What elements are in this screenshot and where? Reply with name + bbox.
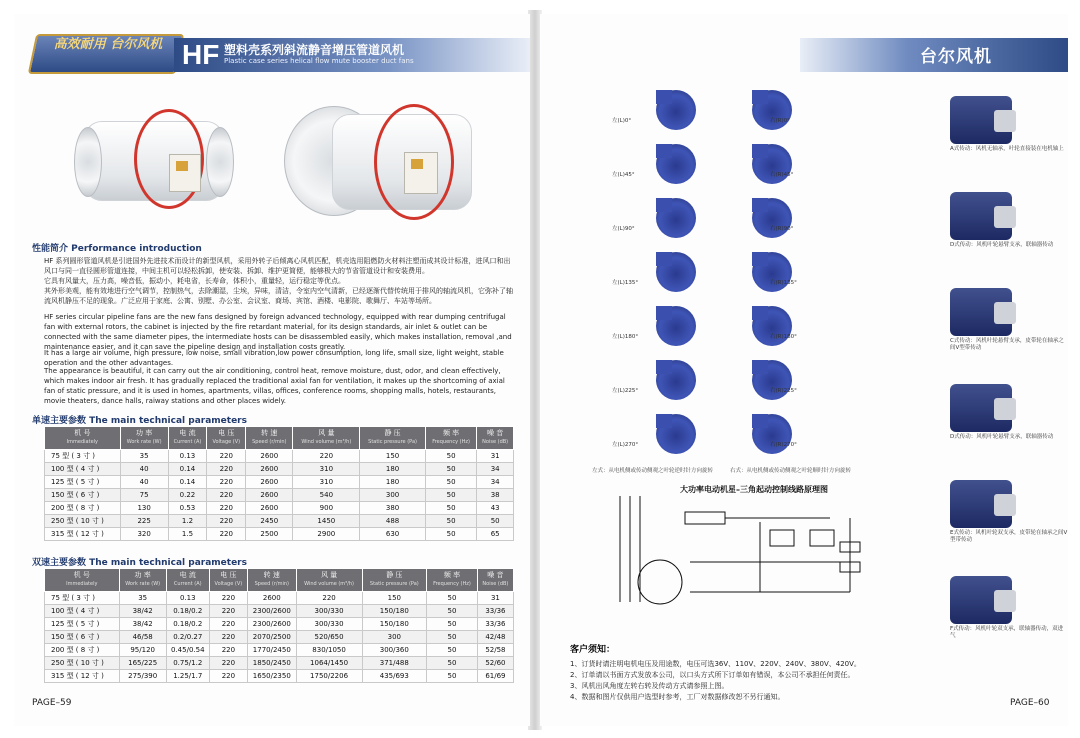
table-cell: 50 bbox=[425, 476, 476, 489]
table-cell: 43 bbox=[477, 502, 514, 515]
drive-type-3 bbox=[950, 384, 1068, 441]
table-cell: 0.13 bbox=[166, 592, 209, 605]
header-cn: 功 率 bbox=[136, 429, 153, 437]
single-header-7 bbox=[425, 427, 476, 450]
rotation-label: 右(R)180° bbox=[770, 334, 797, 340]
rotation-label: 左(L)0° bbox=[612, 118, 632, 124]
table-cell: 50 bbox=[425, 489, 476, 502]
table-row bbox=[45, 450, 514, 463]
drive-label: C式传动：风机叶轮悬臂支承，皮带轮在轴承之间V型带传动 bbox=[950, 338, 1064, 351]
table-cell: 31 bbox=[477, 450, 514, 463]
double-header-0 bbox=[45, 569, 120, 592]
single-header-6 bbox=[360, 427, 426, 450]
table-cell: 830/1050 bbox=[296, 644, 362, 657]
rotation-label: 右(R)45° bbox=[770, 172, 794, 178]
page-number-right: PAGE–60 bbox=[1010, 698, 1050, 708]
drive-type-2 bbox=[950, 288, 1068, 352]
header-cn: 频 率 bbox=[442, 429, 460, 437]
header-cn: 转 速 bbox=[263, 571, 280, 579]
table-cell: 75 bbox=[120, 489, 168, 502]
header-en: Speed (r/min) bbox=[254, 581, 289, 587]
table-row bbox=[45, 618, 514, 631]
header-cn: 噪 音 bbox=[487, 571, 504, 579]
rotation-label: 右(R)90° bbox=[770, 226, 794, 232]
drive-fan-icon bbox=[950, 480, 1012, 528]
blower-icon bbox=[656, 198, 696, 238]
rotation-label: 左(L)270° bbox=[612, 442, 639, 448]
drive-type-5 bbox=[950, 576, 1068, 640]
perf-cn-2: 它具有风量大，压力高，噪音低，振动小，耗电省，长寿命，体积小，重量轻，运行稳定等优点。 bbox=[44, 277, 345, 285]
table-cell: 1064/1450 bbox=[296, 657, 362, 670]
table-cell: 0.18/0.2 bbox=[166, 605, 209, 618]
header-en: Wind volume (m³/h) bbox=[304, 581, 354, 587]
table-cell: 300/330 bbox=[296, 605, 362, 618]
circuit-title: 大功率电动机星–三角起动控制线路原理图 bbox=[680, 485, 828, 494]
table-cell: 150 bbox=[360, 450, 426, 463]
rotation-label: 左(L)45° bbox=[612, 172, 635, 178]
table-cell: 50 bbox=[427, 644, 478, 657]
header-en: Speed (r/min) bbox=[252, 439, 287, 445]
table-cell: 35 bbox=[120, 450, 168, 463]
table-cell: 630 bbox=[360, 528, 426, 541]
table-row bbox=[45, 463, 514, 476]
drive-label: D式传动：风机叶轮悬臂支承，联轴器传动 bbox=[950, 434, 1054, 440]
table-cell: 52/60 bbox=[477, 657, 513, 670]
slogan-text: 高效耐用 台尔风机 bbox=[53, 37, 163, 52]
drive-label: E式传动：风机叶轮双支承，皮带轮在轴承之间V型带传动 bbox=[950, 530, 1068, 543]
table-cell: 0.45/0.54 bbox=[166, 644, 209, 657]
table-cell: 2300/2600 bbox=[248, 618, 297, 631]
table-cell: 2600 bbox=[246, 489, 293, 502]
table-cell: 220 bbox=[209, 631, 247, 644]
rotation-label: 右(R)225° bbox=[770, 388, 797, 394]
table-cell: 46/58 bbox=[119, 631, 166, 644]
single-speed-table bbox=[44, 426, 514, 541]
table-cell: 40 bbox=[120, 476, 168, 489]
drive-fan-icon bbox=[950, 192, 1012, 240]
double-header-5 bbox=[296, 569, 362, 592]
rotation-left-3 bbox=[612, 248, 700, 296]
series-title-cn: 塑料壳系列斜流静音增压管道风机 bbox=[224, 43, 405, 57]
table-cell: 61/69 bbox=[477, 670, 513, 683]
table-cell: 150/180 bbox=[362, 618, 427, 631]
drive-fan-icon bbox=[950, 384, 1012, 432]
table-cell: 520/650 bbox=[296, 631, 362, 644]
rotation-left-1 bbox=[612, 140, 700, 188]
perf-cn-3: 其外形美观，能有效地进行空气调节，控制热气，去除潮湿，尘埃，异味，清洁，令室内空气清新，已经逐渐代替传统用于排风的轴流风机，它弥补了轴流风机静压不足的现象。广泛应用于家庭、公寓、别墅、办公室、会议室、商场、宾馆、酒楼、电影院、歌舞厅、车站等场所。 bbox=[44, 287, 513, 305]
header-en: Voltage (V) bbox=[212, 439, 241, 445]
page-right bbox=[540, 14, 1068, 726]
double-header-2 bbox=[166, 569, 209, 592]
double-header-8 bbox=[477, 569, 513, 592]
table-cell: 42/48 bbox=[477, 631, 513, 644]
table-cell: 220 bbox=[209, 592, 247, 605]
header-en: Work rate (W) bbox=[125, 581, 161, 587]
single-header-3 bbox=[207, 427, 246, 450]
double-header-6 bbox=[362, 569, 427, 592]
header-cn: 静 压 bbox=[384, 429, 401, 437]
table-cell: 2600 bbox=[246, 463, 293, 476]
table-cell: 0.2/0.27 bbox=[166, 631, 209, 644]
drive-label: A式传动：风机无轴承，叶轮直接装在电机轴上 bbox=[950, 146, 1064, 152]
table-cell: 2070/2500 bbox=[248, 631, 297, 644]
blower-icon bbox=[656, 144, 696, 184]
table-row bbox=[45, 605, 514, 618]
header-en: Static pressure (Pa) bbox=[369, 581, 419, 587]
table-cell: 250 型 ( 10 寸 ) bbox=[45, 657, 120, 670]
table-cell: 488 bbox=[360, 515, 426, 528]
double-speed-table bbox=[44, 568, 514, 683]
table-cell: 180 bbox=[360, 463, 426, 476]
header-en: Noise (dB) bbox=[482, 439, 509, 445]
table-cell: 50 bbox=[427, 605, 478, 618]
table-cell: 1850/2450 bbox=[248, 657, 297, 670]
table-row bbox=[45, 631, 514, 644]
table-cell: 50 bbox=[425, 515, 476, 528]
single-header-8 bbox=[477, 427, 514, 450]
rotation-label: 右(R)135° bbox=[770, 280, 797, 286]
blower-icon bbox=[656, 252, 696, 292]
table-cell: 2500 bbox=[246, 528, 293, 541]
notice-item: 3、风机出风角度左转右转及传动方式请参照上图。 bbox=[570, 682, 729, 690]
header-cn: 机 号 bbox=[74, 429, 91, 437]
table-cell: 220 bbox=[207, 528, 246, 541]
table-cell: 38 bbox=[477, 489, 514, 502]
table-cell: 220 bbox=[209, 618, 247, 631]
notice-item: 4、数据和图片仅供用户选型时参考，工厂对数据修改恕不另行通知。 bbox=[570, 693, 785, 701]
rotation-right-3 bbox=[736, 248, 796, 296]
table-cell: 52/58 bbox=[477, 644, 513, 657]
table-cell: 180 bbox=[360, 476, 426, 489]
table-cell: 310 bbox=[293, 476, 360, 489]
rotation-left-6 bbox=[612, 410, 700, 458]
single-header-0 bbox=[45, 427, 121, 450]
table-cell: 0.53 bbox=[168, 502, 207, 515]
table-cell: 900 bbox=[293, 502, 360, 515]
header-en: Frequency (Hz) bbox=[433, 581, 471, 587]
table-cell: 2600 bbox=[246, 450, 293, 463]
table-cell: 75 型 ( 3 寸 ) bbox=[45, 592, 120, 605]
table-cell: 540 bbox=[293, 489, 360, 502]
table-cell: 65 bbox=[477, 528, 514, 541]
page-left bbox=[14, 14, 530, 726]
table-cell: 200 型 ( 8 寸 ) bbox=[45, 644, 120, 657]
table-cell: 165/225 bbox=[119, 657, 166, 670]
rotation-right-6 bbox=[736, 410, 796, 458]
table-cell: 220 bbox=[209, 670, 247, 683]
blower-icon bbox=[752, 144, 792, 184]
table-cell: 50 bbox=[425, 528, 476, 541]
table-cell: 220 bbox=[293, 450, 360, 463]
header-en: Noise (dB) bbox=[482, 581, 509, 587]
table-cell: 150/180 bbox=[362, 605, 427, 618]
table-row bbox=[45, 489, 514, 502]
table-cell: 38/42 bbox=[119, 605, 166, 618]
table-cell: 300/360 bbox=[362, 644, 427, 657]
rotation-left-0 bbox=[612, 86, 700, 134]
table-row bbox=[45, 670, 514, 683]
perf-title: 性能简介 Performance introduction bbox=[32, 244, 202, 254]
table-cell: 50 bbox=[425, 450, 476, 463]
brand-name: 台尔风机 bbox=[920, 47, 992, 67]
drive-label: D式传动：风机叶轮悬臂支承，联轴器传动 bbox=[950, 242, 1054, 248]
perf-en-3: The appearance is beautiful, it can carry out the air conditioning, control heat, remove moisture, dust, odor, and clean effectively, which makes indoor air fresh. It has gradually replaced the traditional axial fan for ventilation, it makes up the shortcoming of axial fan of static pressure, and it is used in homes, apartments, villas, offices, conference rooms, shopping malls, hotels, restaurants, movie theaters, dance halls, raiway stations and other places widely. bbox=[44, 367, 505, 405]
header-cn: 风 量 bbox=[318, 429, 335, 437]
table-cell: 435/693 bbox=[362, 670, 427, 683]
table-cell: 35 bbox=[119, 592, 166, 605]
table-cell: 50 bbox=[477, 515, 514, 528]
double-header-1 bbox=[119, 569, 166, 592]
blower-icon bbox=[656, 90, 696, 130]
table-row bbox=[45, 515, 514, 528]
rotation-label: 右(R)270° bbox=[770, 442, 797, 448]
table-cell: 300/330 bbox=[296, 618, 362, 631]
blower-icon bbox=[752, 90, 792, 130]
header-en: Work rate (W) bbox=[126, 439, 162, 445]
drive-label: F式传动：风机叶轮双支承，联轴器传动，双进气 bbox=[950, 626, 1064, 639]
table-cell: 220 bbox=[207, 463, 246, 476]
table-cell: 315 型 ( 12 寸 ) bbox=[45, 670, 120, 683]
table-cell: 250 型 ( 10 寸 ) bbox=[45, 515, 121, 528]
table-cell: 0.13 bbox=[168, 450, 207, 463]
legend-right: 右式：从电机侧或传动侧观之叶轮顺时针方向旋转 bbox=[730, 468, 852, 474]
fan-photo-1 bbox=[74, 99, 244, 229]
rotation-left-5 bbox=[612, 356, 700, 404]
table-cell: 2600 bbox=[248, 592, 297, 605]
double-speed-title: 双速主要参数 The main technical parameters bbox=[32, 558, 247, 568]
table-cell: 1750/2206 bbox=[296, 670, 362, 683]
table-cell: 220 bbox=[207, 450, 246, 463]
table-cell: 38/42 bbox=[119, 618, 166, 631]
table-cell: 95/120 bbox=[119, 644, 166, 657]
rotation-label: 右(R)0° bbox=[770, 118, 790, 124]
rotation-left-2 bbox=[612, 194, 700, 242]
rotation-label: 左(L)90° bbox=[612, 226, 635, 232]
table-cell: 150 型 ( 6 寸 ) bbox=[45, 631, 120, 644]
table-cell: 50 bbox=[427, 631, 478, 644]
table-row bbox=[45, 644, 514, 657]
table-cell: 300 bbox=[360, 489, 426, 502]
series-mark: HF bbox=[182, 39, 220, 70]
table-cell: 40 bbox=[120, 463, 168, 476]
table-row bbox=[45, 476, 514, 489]
perf-en-1: HF series circular pipeline fans are the new fans designed by foreign advanced technology, equipped with rear dumping centrifugal fan with external rotors, the cabinet is injected by the fire retardant material, for its design standards, air inlet & outlet can be connected with the same diameter pipes, the intermediate hosts can be disassembled easily, which makes installation, removal ,and maintenance easier, and it can save the pipeline design and installation costs greatly. bbox=[44, 313, 512, 351]
rotation-label: 左(L)225° bbox=[612, 388, 639, 394]
notice-list bbox=[570, 659, 861, 703]
table-cell: 320 bbox=[120, 528, 168, 541]
blower-icon bbox=[656, 414, 696, 454]
rotation-left-4 bbox=[612, 302, 700, 350]
table-row bbox=[45, 592, 514, 605]
header-en: Current (A) bbox=[173, 439, 202, 445]
rotation-right-0 bbox=[736, 86, 796, 134]
legend-left: 左式：从电机侧或传动侧观之叶轮逆时针方向旋转 bbox=[592, 468, 714, 474]
table-cell: 50 bbox=[427, 592, 478, 605]
fan-photo-2 bbox=[284, 94, 484, 234]
header-cn: 频 率 bbox=[443, 571, 461, 579]
blower-icon bbox=[752, 306, 792, 346]
header-cn: 电 压 bbox=[218, 429, 235, 437]
table-cell: 50 bbox=[427, 657, 478, 670]
table-cell: 50 bbox=[425, 502, 476, 515]
table-cell: 310 bbox=[293, 463, 360, 476]
double-header-3 bbox=[209, 569, 247, 592]
table-cell: 0.14 bbox=[168, 476, 207, 489]
header-en: Current (A) bbox=[173, 581, 202, 587]
table-cell: 130 bbox=[120, 502, 168, 515]
header-cn: 静 压 bbox=[386, 571, 403, 579]
header-en: Immediately bbox=[66, 439, 98, 445]
table-cell: 0.75/1.2 bbox=[166, 657, 209, 670]
notice-title: 客户须知： bbox=[570, 645, 616, 655]
table-cell: 33/36 bbox=[477, 605, 513, 618]
table-cell: 1450 bbox=[293, 515, 360, 528]
table-cell: 75 型 ( 3 寸 ) bbox=[45, 450, 121, 463]
header-en: Static pressure (Pa) bbox=[368, 439, 417, 445]
drive-type-1 bbox=[950, 192, 1068, 249]
slogan-badge bbox=[28, 34, 185, 74]
single-header-1 bbox=[120, 427, 168, 450]
table-cell: 1.5 bbox=[168, 528, 207, 541]
notice-item: 1、订货时请注明电机电压及用途数，电压可选36V、110V、220V、240V、380V、420V。 bbox=[570, 660, 861, 668]
table-cell: 2300/2600 bbox=[248, 605, 297, 618]
header-cn: 电 流 bbox=[179, 571, 196, 579]
table-cell: 2450 bbox=[246, 515, 293, 528]
table-cell: 220 bbox=[209, 657, 247, 670]
table-cell: 220 bbox=[207, 502, 246, 515]
table-cell: 33/36 bbox=[477, 618, 513, 631]
header-cn: 电 压 bbox=[220, 571, 237, 579]
page-number-left: PAGE–59 bbox=[32, 698, 72, 708]
rotation-label: 左(L)135° bbox=[612, 280, 639, 286]
table-cell: 0.18/0.2 bbox=[166, 618, 209, 631]
table-row bbox=[45, 528, 514, 541]
table-cell: 125 型 ( 5 寸 ) bbox=[45, 476, 121, 489]
table-cell: 125 型 ( 5 寸 ) bbox=[45, 618, 120, 631]
table-cell: 220 bbox=[207, 489, 246, 502]
single-header-4 bbox=[246, 427, 293, 450]
table-cell: 220 bbox=[296, 592, 362, 605]
blower-icon bbox=[752, 198, 792, 238]
rotation-right-1 bbox=[736, 140, 796, 188]
table-cell: 220 bbox=[207, 515, 246, 528]
table-cell: 50 bbox=[425, 463, 476, 476]
table-cell: 150 bbox=[362, 592, 427, 605]
table-cell: 1.25/1.7 bbox=[166, 670, 209, 683]
header-cn: 功 率 bbox=[134, 571, 151, 579]
drive-fan-icon bbox=[950, 576, 1012, 624]
rotation-label: 左(L)180° bbox=[612, 334, 639, 340]
table-cell: 34 bbox=[477, 463, 514, 476]
single-header-5 bbox=[293, 427, 360, 450]
rotation-right-2 bbox=[736, 194, 796, 242]
double-header-4 bbox=[248, 569, 297, 592]
header-cn: 电 流 bbox=[179, 429, 196, 437]
table-cell: 31 bbox=[477, 592, 513, 605]
table-cell: 1770/2450 bbox=[248, 644, 297, 657]
table-cell: 220 bbox=[209, 644, 247, 657]
header-cn: 机 号 bbox=[73, 571, 90, 579]
blower-icon bbox=[752, 252, 792, 292]
header-en: Voltage (V) bbox=[214, 581, 243, 587]
table-cell: 220 bbox=[207, 476, 246, 489]
drive-fan-icon bbox=[950, 288, 1012, 336]
table-cell: 2900 bbox=[293, 528, 360, 541]
perf-cn-1: HF 系列圆形管道风机是引进国外先进技术而设计的新型风机，采用外转子后倾离心风机匹配，机壳选用阻燃防火材料注塑而成其设计标准，进风口和出风口与同一直径圆形管道连接，中间主机可以轻松拆卸，使安装、拆卸、维护更简便，能够极大的节省管道设计和安装费用。 bbox=[44, 257, 511, 275]
header-cn: 转 速 bbox=[261, 429, 278, 437]
single-header-2 bbox=[168, 427, 207, 450]
double-header-7 bbox=[427, 569, 478, 592]
table-cell: 100 型 ( 4 寸 ) bbox=[45, 605, 120, 618]
blower-icon bbox=[752, 360, 792, 400]
table-cell: 2600 bbox=[246, 476, 293, 489]
table-row bbox=[45, 657, 514, 670]
header-en: Immediately bbox=[66, 581, 98, 587]
table-cell: 380 bbox=[360, 502, 426, 515]
table-cell: 200 型 ( 8 寸 ) bbox=[45, 502, 121, 515]
rotation-right-5 bbox=[736, 356, 796, 404]
table-row bbox=[45, 502, 514, 515]
table-cell: 0.14 bbox=[168, 463, 207, 476]
header-cn: 噪 音 bbox=[487, 429, 504, 437]
table-cell: 50 bbox=[427, 618, 478, 631]
table-cell: 315 型 ( 12 寸 ) bbox=[45, 528, 121, 541]
header-en: Wind volume (m³/h) bbox=[301, 439, 352, 445]
drive-type-0 bbox=[950, 96, 1068, 153]
table-cell: 150 型 ( 6 寸 ) bbox=[45, 489, 121, 502]
table-cell: 100 型 ( 4 寸 ) bbox=[45, 463, 121, 476]
table-cell: 371/488 bbox=[362, 657, 427, 670]
drive-type-4 bbox=[950, 480, 1068, 544]
blower-icon bbox=[752, 414, 792, 454]
header-en: Frequency (Hz) bbox=[432, 439, 470, 445]
table-cell: 275/390 bbox=[119, 670, 166, 683]
table-cell: 50 bbox=[427, 670, 478, 683]
series-title-en: Plastic case series helical flow mute booster duct fans bbox=[224, 57, 414, 65]
rotation-right-4 bbox=[736, 302, 796, 350]
header-cn: 风 量 bbox=[320, 571, 338, 579]
table-cell: 1650/2350 bbox=[248, 670, 297, 683]
perf-en-2: It has a large air volume, high pressure, low noise, small vibration,low power consumption, long life, small size, light weight, stable operation and the other advantages. bbox=[44, 349, 504, 367]
table-cell: 220 bbox=[209, 605, 247, 618]
table-cell: 1.2 bbox=[168, 515, 207, 528]
blower-icon bbox=[656, 306, 696, 346]
table-cell: 34 bbox=[477, 476, 514, 489]
table-cell: 300 bbox=[362, 631, 427, 644]
table-cell: 2600 bbox=[246, 502, 293, 515]
blower-icon bbox=[656, 360, 696, 400]
circuit-diagram bbox=[600, 482, 920, 612]
table-cell: 225 bbox=[120, 515, 168, 528]
single-speed-title: 单速主要参数 The main technical parameters bbox=[32, 416, 247, 426]
table-cell: 0.22 bbox=[168, 489, 207, 502]
drive-fan-icon bbox=[950, 96, 1012, 144]
notice-item: 2、订单请以书面方式发放本公司，以口头方式所下订单如有错误，本公司不承担任何责任。 bbox=[570, 671, 855, 679]
